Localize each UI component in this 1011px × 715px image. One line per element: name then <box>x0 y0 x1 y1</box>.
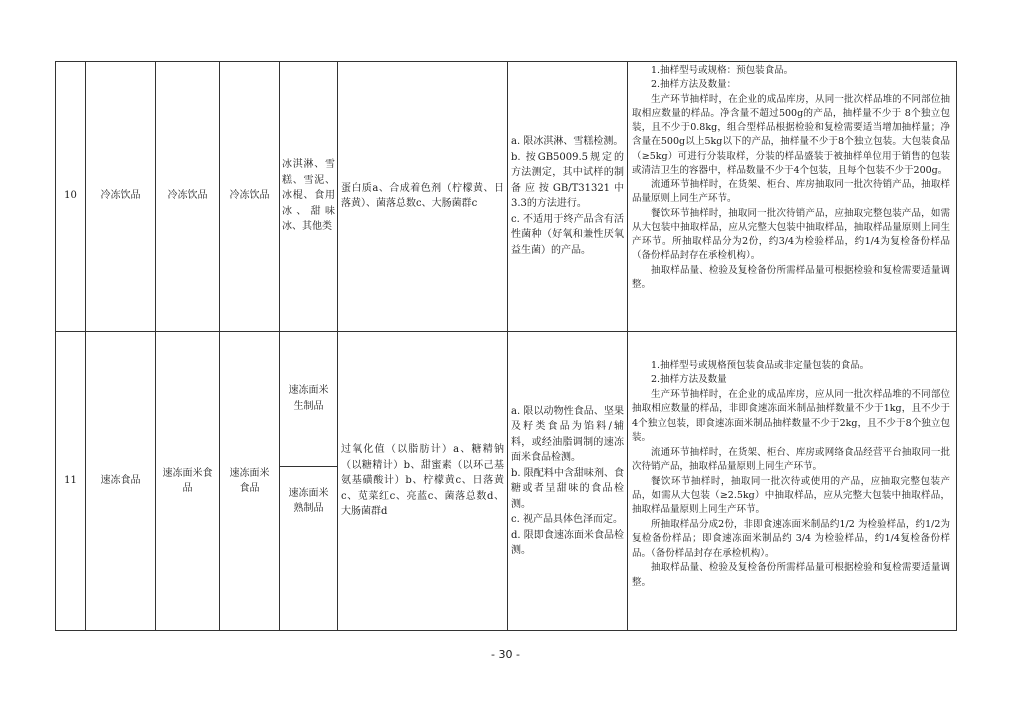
cell-detail <box>279 331 337 631</box>
cell-subcategory: 冷冻饮品 <box>155 61 219 331</box>
cell-category: 速冻食品 <box>85 331 155 631</box>
sampling-line-1: 1.抽样型号或规格：预包装食品。 <box>651 65 794 76</box>
test-items-text: 蛋白质a、合成着色剂（柠檬黄、日落黄）、菌落总数c、大肠菌群c <box>341 182 504 209</box>
sampling-line-6: 抽取样品量、检验及复检备份所需样品量可根据检验和复检需要适量调整。 <box>632 264 950 290</box>
sampling-table <box>55 61 957 631</box>
note-b: b. 按GB5009.5规定的方法测定，其中试样的制备应按GB/T31321中3.3的方法进行。 <box>511 151 624 209</box>
border-detail-divider <box>279 466 337 467</box>
detail-cooked: 速冻面米熟制品 <box>288 487 329 514</box>
sampling-line-4: 流通环节抽样时，在货架、柜台、库房或网络食品经营平台抽取同一批次待销产品，抽取样品量原则上同生产环节。 <box>632 446 950 473</box>
sampling-line-3: 生产环节抽样时，在企业的成品库房，从同一批次样品堆的不同部位抽取相应数量的样品。净含量不超过500g的产品，抽样量不少于 8个独立包装，且不少于0.8kg，组合型样品根据检验和复检需要适当增加抽样量；净含量在500g以上5kg以下的产品，抽样量不少于8个独立包装。大包装食品（≥5kg）可进行分装取样，分装的样品盛装于被抽样单位用于销售的包装或清洁卫生的容器中，样品数量不少于4个包装，且每个包装不少于200g。 <box>632 93 950 176</box>
cell-item: 冷冻饮品 <box>219 61 279 331</box>
test-items-text: 过氧化值（以脂肪计）a、糖精钠（以糖精计）b、甜蜜素（以环己基氨基磺酸计）b、柠檬黄c、日落黄c、苋菜红c、亮蓝c、菌落总数d、大肠菌群d <box>341 444 504 518</box>
sampling-line-4: 流通环节抽样时，在货架、柜台、库房抽取同一批次待销产品，抽取样品量原则上同生产环节。 <box>632 179 950 205</box>
cell-index: 11 <box>55 331 85 631</box>
table-row <box>55 331 957 631</box>
note-c: c. 不适用于终产品含有活性菌种（好氧和兼性厌氧益生菌）的产品。 <box>511 213 624 256</box>
note-b: b. 限配料中含甜味剂、食糖或者呈甜味的食品检测。 <box>511 467 624 510</box>
sampling-line-3: 生产环节抽样时，在企业的成品库房，应从同一批次样品堆的不同部位抽取相应数量的样品，非即食速冻面米制品抽样数量不少于1kg，且不少于4个独立包装，即食速冻面米制品抽样数量不少于2kg，且不少于8个独立包装。 <box>632 388 950 444</box>
cell-notes <box>507 331 627 631</box>
sampling-line-7: 抽取样品量、检验及复检备份所需样品量可根据检验和复检需要适量调整。 <box>632 562 950 588</box>
cell-detail <box>279 61 337 331</box>
note-a: a. 限冰淇淋、雪糕检测。 <box>511 136 624 147</box>
note-d: d. 限即食速冻面米食品检测。 <box>511 529 624 556</box>
cell-test-items <box>337 61 507 331</box>
border-row-divider <box>55 331 957 332</box>
border-bottom <box>55 630 957 631</box>
sampling-line-6: 所抽取样品分成2份，非即食速冻面米制品约1/2 为检验样品，约1/2为复检备份样品；即食速冻面米制品约 3/4 为检验样品，约1/4复检备份样品。（备份样品封存在承检机构）。 <box>632 518 950 559</box>
sampling-line-5: 餐饮环节抽样时，抽取同一批次待销产品，应抽取完整包装产品，如需从大包装中抽取样品，应从完整大包装中抽取样品，抽取样品量原则上同生产环节。所抽取样品分为2份，约3/4为检验样品，约1/4为复检备份样品（备份样品封存在承检机构）。 <box>632 207 950 262</box>
cell-category: 冷冻饮品 <box>85 61 155 331</box>
sampling-line-2: 2.抽样方法及数量 <box>651 374 727 386</box>
cell-subcategory <box>155 331 219 631</box>
note-a: a. 限以动物性食品、坚果及籽类食品为馅料/辅料，或经油脂调制的速冻面米食品检测。 <box>511 405 624 463</box>
detail-raw: 速冻面米生制品 <box>288 385 329 412</box>
cell-index: 10 <box>55 61 85 331</box>
item-text: 速冻面米食品 <box>229 467 270 494</box>
table-row <box>55 61 957 331</box>
cell-notes <box>507 61 627 331</box>
sampling-line-1: 1.抽样型号或规格预包装食品或非定量包装的食品。 <box>651 360 870 371</box>
note-c: c. 视产品具体色泽而定。 <box>511 514 623 525</box>
cell-test-items <box>337 331 507 631</box>
cell-sampling <box>627 331 957 631</box>
cell-sampling <box>627 61 957 331</box>
cell-item <box>219 331 279 631</box>
page-number: - 30 - <box>491 648 520 661</box>
border-top <box>55 61 957 62</box>
sampling-line-5: 餐饮环节抽样时，抽取同一批次待或使用的产品，应抽取完整包装产品，如需从大包装（≥2.5kg）中抽取样品，应从完整大包装中抽取样品，抽取样品量原则上同生产环节。 <box>632 475 950 516</box>
detail-text: 冰淇淋、雪糕、雪泥、冰棍、食用冰、甜味冰、其他类 <box>282 159 335 233</box>
sampling-line-2: 2.抽样方法及数量： <box>651 79 737 91</box>
subcategory-text: 速冻面米食品 <box>162 467 213 494</box>
